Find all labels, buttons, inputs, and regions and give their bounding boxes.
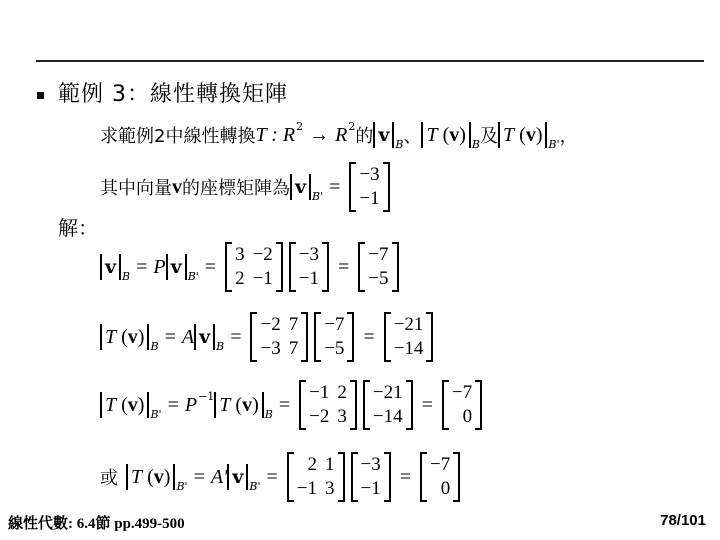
given-vector-matrix [349,162,389,212]
matrix-cell: 2 [235,268,245,289]
equation-2: T ( v ) B = A v B = −2 7 −3 7 −7 −5 = −21 −14 [100,312,436,362]
matrix-cell: −3 [298,244,320,265]
vector-eq1 [289,242,329,292]
matrix-cell: 0 [462,406,473,427]
matrix-cell: 7 [288,314,299,335]
sub-b: B [122,269,131,283]
matrix-cell: −1 [309,382,330,403]
separator: 、 [403,126,422,147]
equation-3: T ( v ) B' = P −1 T ( v ) B = −1 2 −2 3 −21 −14 = −7 0 [100,380,485,430]
tv-bracket: T ( v ) [214,392,263,418]
equation-1: v B = P v B' = 3 −2 2 −1 −3 −1 = −7 −5 [100,242,402,292]
matrix-a-prime [287,452,345,502]
v-bracket: v [194,324,215,350]
tv-bracket: T ( v ) [100,392,149,418]
matrix-cell: −21 [372,382,403,403]
matrix-cell: −1 [252,268,273,289]
result-eq1 [358,242,398,292]
tv-bracket-2: T ( v ) [498,122,547,148]
v-bracket: v [100,254,121,280]
problem-line [100,119,578,151]
result-eq3 [442,380,482,430]
or-label: 或 [100,468,118,489]
v-bracket: v [227,464,248,490]
solution-label: 解： [58,216,98,240]
matrix-cell: −1 [360,478,381,499]
matrix-a [250,312,308,362]
sub-bprime-2: B' [312,189,324,203]
matrix-cell: −2 [252,244,273,265]
sub-b: B [264,407,273,421]
tv-bracket: T ( v ) [421,122,470,148]
matrix-cell: 7 [288,338,299,359]
matrix-cell: 3 [337,406,347,427]
given-prefix: 其中向量 [100,178,172,199]
matrix-cell: −7 [324,314,345,335]
arrow: → [309,123,330,146]
and-text: 及 [480,126,499,147]
v-bracket: v [166,254,187,280]
tv-bracket: T ( v ) [126,464,175,490]
sub-bprime: B' [187,269,199,283]
matrix-cell: −2 [260,314,281,335]
matrix-cell: −14 [372,406,403,427]
sub-bprime: B' [249,479,261,493]
equation-4: 或 T ( v ) B' = A' v B' = 2 1 −1 3 −3 −1 = −7 0 [100,452,463,502]
matrix-cell: 0 [440,478,451,499]
page-number: 78/101 [660,512,706,529]
bullet-icon [37,92,44,99]
problem-prefix: 求範例2中線性轉換 [100,126,256,147]
matrix-cell: −7 [430,454,451,475]
matrix-cell: −1 [359,188,380,209]
sub-b: B [395,137,404,151]
sub-bprime: B' [176,479,188,493]
vector-eq4 [351,452,391,502]
matrix-cell: −7 [451,382,473,403]
sub-b-2: B [471,137,481,151]
matrix-cell: −1 [298,268,320,289]
matrix-cell: −7 [368,244,389,265]
matrix-cell: 2 [337,382,347,403]
vector-v-bracket-2: v [290,174,311,200]
result-eq2 [384,312,434,362]
matrix-cell: −3 [260,338,281,359]
codomain: R [335,123,348,146]
of-text: 的 [355,126,374,147]
sub-bprime: B' [150,407,162,421]
matrix-cell: 2 [307,454,318,475]
result-eq4 [420,452,460,502]
matrix-cell: 3 [235,244,245,265]
header-rule [36,60,704,62]
matrix-cell: −3 [359,164,380,185]
map-label: T : R [255,123,296,146]
matrix-cell: 3 [325,478,335,499]
tv-bracket: T ( v ) [100,324,149,350]
matrix-cell: 1 [325,454,335,475]
sub-b: B [150,339,159,353]
vector-eq2 [314,312,354,362]
matrix-cell: −21 [393,314,424,335]
given-line: 其中向量 v 的座標矩陣為 v B' = −3 −1 [100,162,393,212]
matrix-cell: −3 [360,454,381,475]
given-suffix: 的座標矩陣為 [182,178,290,199]
sub-bprime: B' [548,137,560,151]
footer-source: 線性代數: 6.4節 pp.499-500 [8,516,185,532]
matrix-cell: −5 [324,338,345,359]
matrix-cell: −14 [393,338,424,359]
matrix-p [225,242,283,292]
vector-eq3 [363,380,413,430]
given-v: v [172,175,182,198]
slide-heading: 範例 3：線性轉換矩陣 [58,82,288,107]
matrix-cell: −2 [309,406,330,427]
vector-v-bracket: v [373,122,394,148]
comma: ， [559,126,578,147]
matrix-p-inverse [299,380,357,430]
domain-dim: 2 [296,119,304,133]
sub-b: B [216,339,225,353]
matrix-cell: −1 [296,478,318,499]
matrix-cell: −5 [368,268,389,289]
codomain-dim: 2 [348,119,356,133]
